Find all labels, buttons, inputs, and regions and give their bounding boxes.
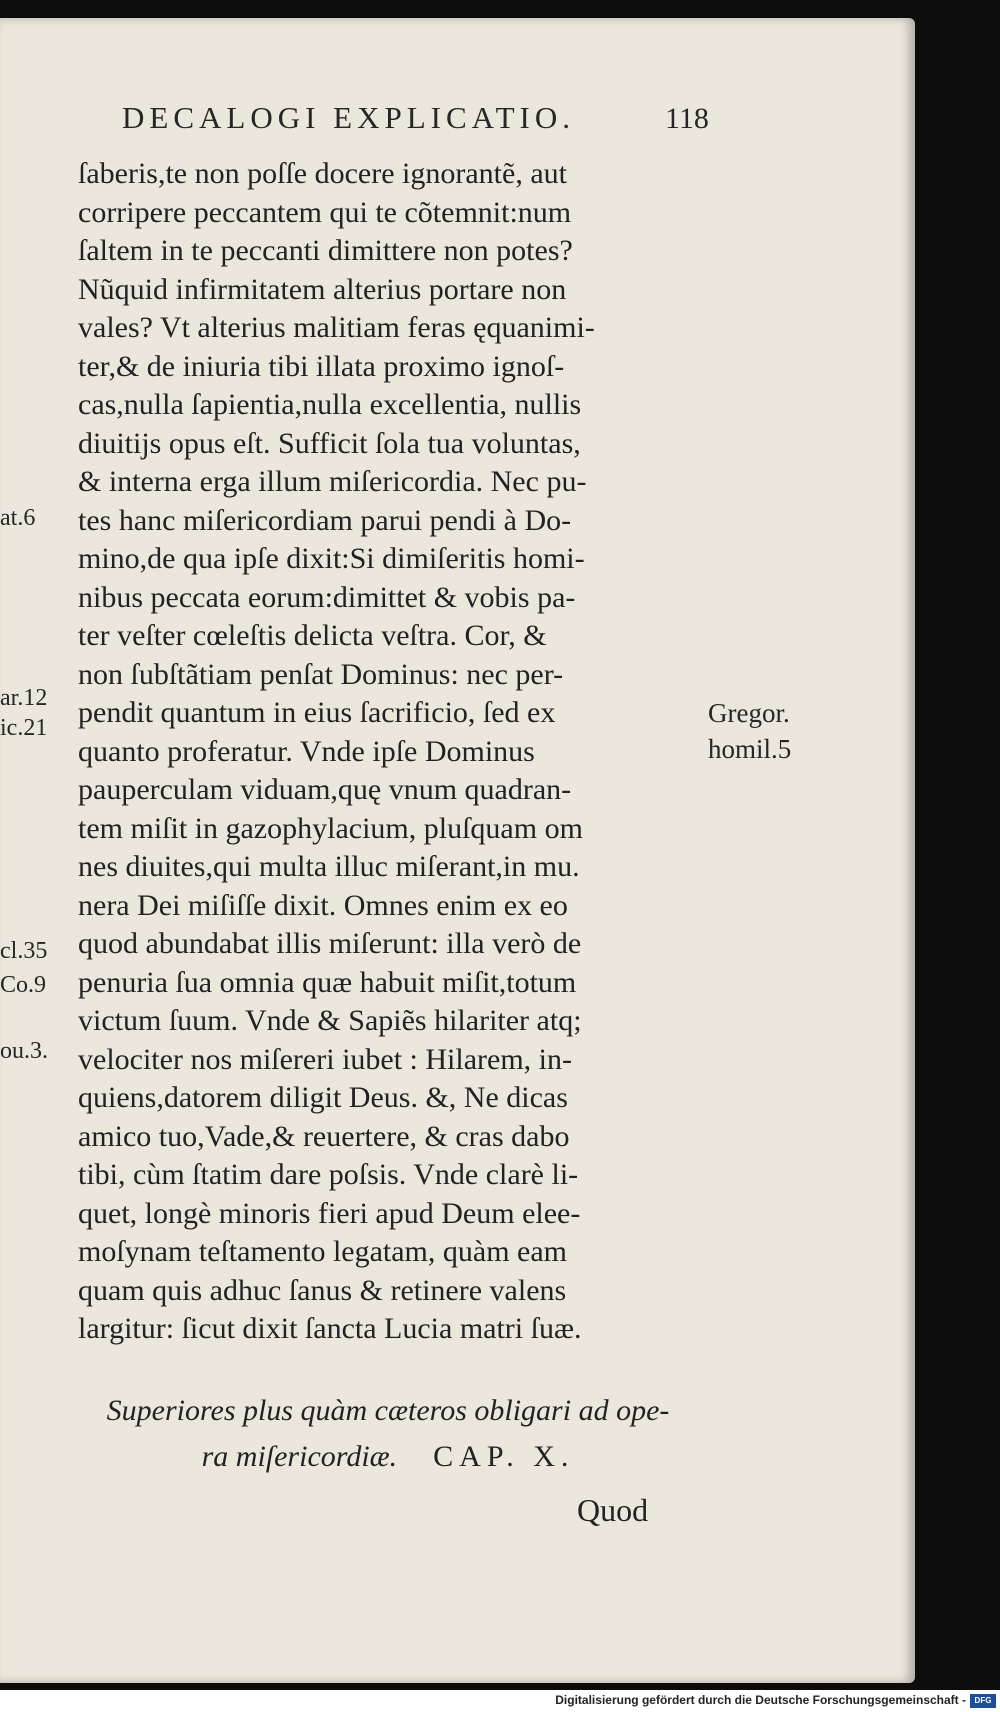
text-line: nibus peccata eorum:dimittet & vobis pa-	[78, 580, 576, 614]
chapter-heading-line	[78, 1434, 698, 1480]
text-line: vales? Vt alterius malitiam feras ęquanimi-	[78, 311, 595, 344]
text-line: quam quis adhuc ſanus & retinere valens	[78, 1273, 567, 1307]
text-line: Nũquid infirmitatem alterius portare non	[78, 272, 567, 306]
text-line: victum ſuum. Vnde & Sapiẽs hilariter atq;	[78, 1004, 582, 1037]
margin-note-left: ar.12	[0, 685, 48, 711]
text-line: moſynam teſtamento legatam, quàm eam	[78, 1235, 568, 1268]
text-line: & interna erga illum miſericordia. Nec pu-	[78, 465, 587, 498]
text-line: nes diuites,qui multa illuc miſerant,in mu.	[78, 850, 580, 883]
text-line: ter,& de iniuria tibi illata proximo ignoſ-	[78, 349, 565, 383]
text-line: tibi, cùm ſtatim dare poſsis. Vnde clarè li-	[78, 1158, 579, 1191]
text-line: tem miſit in gazophylacium, pluſquam om	[78, 811, 583, 845]
text-line: quod abundabat illis miſerunt: illa verò de	[78, 927, 582, 960]
margin-note-left: Co.9	[0, 972, 47, 998]
text-line: amico tuo,Vade,& reuertere, & cras dabo	[78, 1119, 570, 1153]
text-line: diuitijs opus eſt. Sufficit ſola tua voluntas,	[78, 426, 581, 460]
text-line: non ſubſtãtiam penſat Dominus: nec per-	[78, 657, 564, 691]
dfg-logo: DFG	[970, 1694, 996, 1708]
text-line: velociter nos miſereri iubet : Hilarem, in-	[78, 1042, 573, 1076]
chapter-heading-text: ra miſericordiæ.	[201, 1440, 398, 1473]
text-line: quiens,datorem diligit Deus. &, Ne dicas	[78, 1081, 568, 1114]
body-text	[78, 155, 718, 1349]
text-line: pauperculam viduam,quę vnum quadran-	[78, 773, 572, 806]
text-line: ſaltem in te peccanti dimittere non potes?	[78, 234, 573, 267]
book-page	[0, 18, 915, 1683]
margin-note-left: cl.35	[0, 938, 48, 964]
text-line: quet, longè minoris fieri apud Deum elee-	[78, 1196, 581, 1230]
text-line: tes hanc miſericordiam parui pendi à Do-	[78, 503, 572, 537]
text-line: ſaberis,te non poſſe docere ignorantẽ, aut	[78, 157, 567, 190]
text-line: quanto proferatur. Vnde ipſe Dominus	[78, 734, 535, 768]
margin-note-right: homil.5	[708, 734, 792, 764]
running-head: DECALOGI EXPLICATIO.	[122, 100, 576, 135]
margin-note-left: at.6	[0, 505, 36, 531]
chapter-number: CAP. X.	[433, 1440, 575, 1473]
text-line: penuria ſua omnia quæ habuit miſit,totum	[78, 965, 577, 999]
text-line: pendit quantum in eius ſacrificio, ſed ex	[78, 696, 556, 729]
text-line: nera Dei miſiſſe dixit. Omnes enim ex eo	[78, 888, 568, 922]
chapter-heading-line: Superiores plus quàm cæteros obligari ad ope-	[106, 1394, 670, 1427]
catchword: Quod	[577, 1492, 649, 1528]
text-line: ter veſter cœleſtis delicta veſtra. Cor, &	[78, 619, 547, 652]
text-line: corripere peccantem qui te cõtemnit:num	[78, 195, 572, 229]
margin-note-left: ou.3.	[0, 1038, 48, 1064]
footer-credit: Digitalisierung gefördert durch die Deutsche Forschungsgemeinschaft -	[555, 1693, 966, 1707]
margin-note-right: Gregor.	[708, 698, 790, 728]
page-number: 118	[665, 102, 709, 135]
footer-bar	[0, 1690, 1000, 1712]
text-line: mino,de qua ipſe dixit:Si dimiſeritis homi-	[78, 542, 585, 575]
text-line: cas,nulla ſapientia,nulla excellentia, nullis	[78, 388, 582, 421]
text-line: largitur: ſicut dixit ſancta Lucia matri ſuæ.	[78, 1312, 582, 1345]
margin-note-left: ic.21	[0, 715, 48, 741]
chapter-heading	[78, 1388, 698, 1480]
